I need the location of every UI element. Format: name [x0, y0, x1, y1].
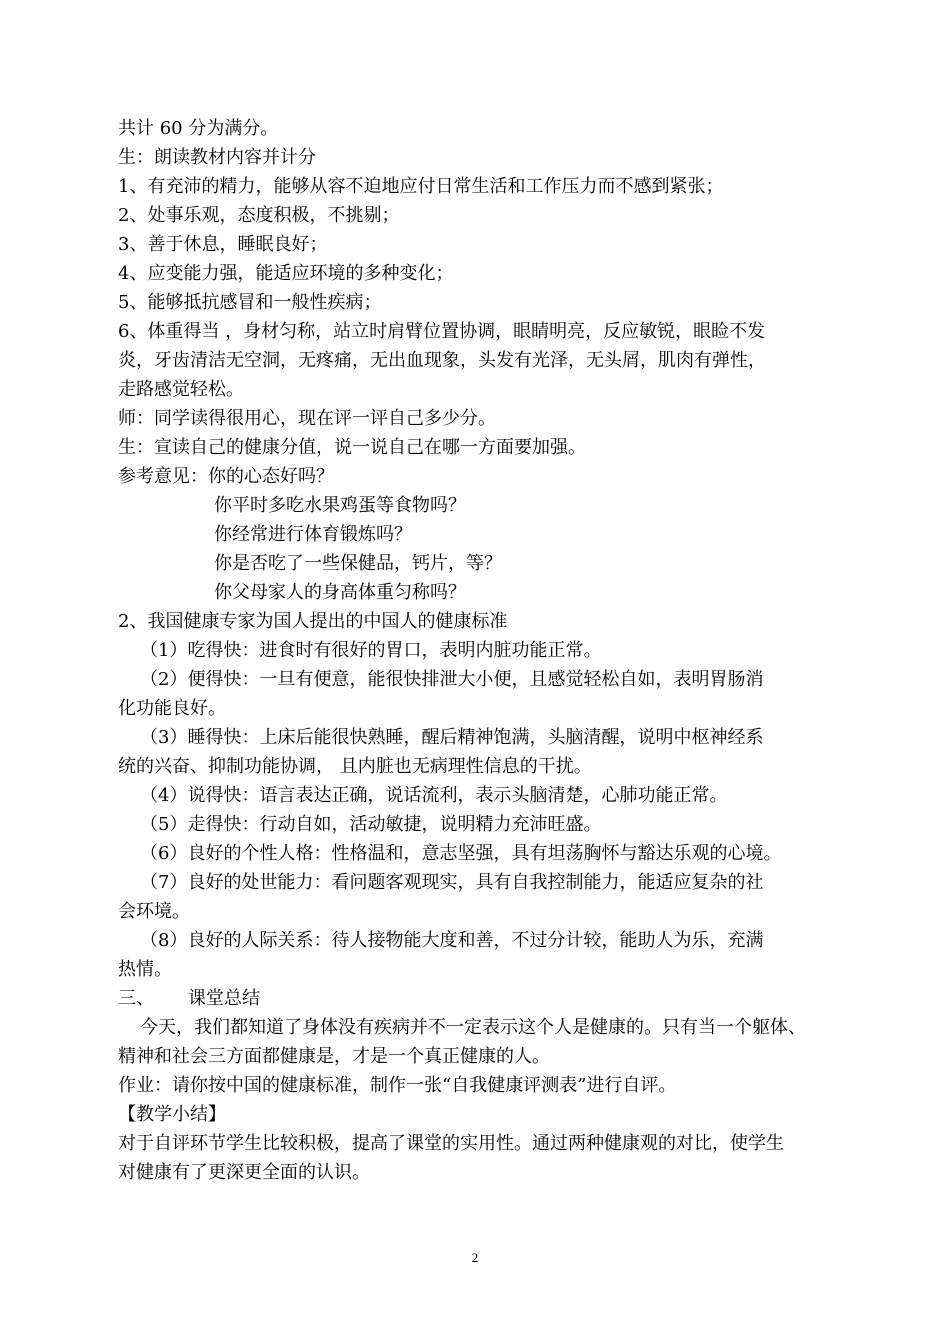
text-line: 生：朗读教材内容并计分: [118, 147, 316, 168]
text-line: 生：宣读自己的健康分值，说一说自己在哪一方面要加强。: [118, 437, 586, 458]
text-line: 对于自评环节学生比较积极，提高了课堂的实用性。通过两种健康观的对比，使学生: [118, 1133, 784, 1154]
text-line: 作业：请你按中国的健康标准，制作一张“自我健康评测表”进行自评。: [118, 1075, 677, 1096]
text-line: （2）便得快：一旦有便意，能很快排泄大小便，且感觉轻松自如，表明胃肠消: [140, 669, 764, 690]
text-line: 1、有充沛的精力，能够从容不迫地应付日常生活和工作压力而不感到紧张；: [118, 176, 724, 197]
text-line: 炎，牙齿清洁无空洞，无疼痛，无出血现象，头发有光泽，无头屑，肌肉有弹性，: [118, 350, 766, 371]
text-line: （7）良好的处世能力：看问题客观现实，具有自我控制能力，能适应复杂的社: [140, 872, 764, 893]
text-line: 共计 60 分为满分。: [118, 118, 279, 139]
text-line: 你父母家人的身高体重匀称吗？: [214, 582, 466, 603]
page-number: 2: [471, 1250, 479, 1265]
text-line: 你经常进行体育锻炼吗？: [214, 524, 412, 545]
text-line: 化功能良好。: [118, 698, 226, 719]
text-line: 4、应变能力强，能适应环境的多种变化；: [118, 263, 454, 284]
text-line: 你平时多吃水果鸡蛋等食物吗？: [214, 495, 466, 516]
text-line: （1）吃得快：进食时有很好的胃口，表明内脏功能正常。: [140, 640, 602, 661]
text-line: 统的兴奋、抑制功能协调， 且内脏也无病理性信息的干扰。: [118, 756, 592, 777]
text-line: 师：同学读得很用心，现在评一评自己多少分。: [118, 408, 496, 429]
text-line: 会环境。: [118, 901, 190, 922]
section-title: 课堂总结: [188, 988, 260, 1009]
text-line: （4）说得快：语言表达正确，说话流利，表示头脑清楚，心肺功能正常。: [140, 785, 728, 806]
text-line: 5、能够抵抗感冒和一般性疾病；: [118, 292, 382, 313]
text-line: 走路感觉轻松。: [118, 379, 244, 400]
text-line: 2、处事乐观，态度积极，不挑剔；: [118, 205, 400, 226]
text-line: 你是否吃了一些保健品，钙片，等？: [214, 553, 502, 574]
text-line: 热情。: [118, 959, 172, 980]
text-line: （5）走得快：行动自如，活动敏捷，说明精力充沛旺盛。: [140, 814, 602, 835]
text-line: 精神和社会三方面都健康是，才是一个真正健康的人。: [118, 1046, 550, 1067]
text-line: 参考意见：你的心态好吗？: [118, 466, 334, 487]
text-line: 今天，我们都知道了身体没有疾病并不一定表示这个人是健康的。只有当一个躯体、: [140, 1017, 806, 1038]
text-line: 对健康有了更深更全面的认识。: [118, 1162, 370, 1183]
section-number: 三、: [118, 988, 154, 1009]
text-line: （6）良好的个性人格：性格温和，意志坚强，具有坦荡胸怀与豁达乐观的心境。: [140, 843, 782, 864]
text-line: （3）睡得快：上床后能很快熟睡，醒后精神饱满，头脑清醒，说明中枢神经系: [140, 727, 764, 748]
text-line: 6、体重得当 ，身材匀称，站立时肩臂位置协调，眼睛明亮，反应敏锐，眼睑不发: [118, 321, 766, 342]
text-line: （8）良好的人际关系：待人接物能大度和善，不过分计较，能助人为乐，充满: [140, 930, 764, 951]
text-line: 3、善于休息，睡眠良好；: [118, 234, 328, 255]
text-line: 【教学小结】: [118, 1104, 226, 1125]
text-line: 2、我国健康专家为国人提出的中国人的健康标准: [118, 611, 508, 632]
